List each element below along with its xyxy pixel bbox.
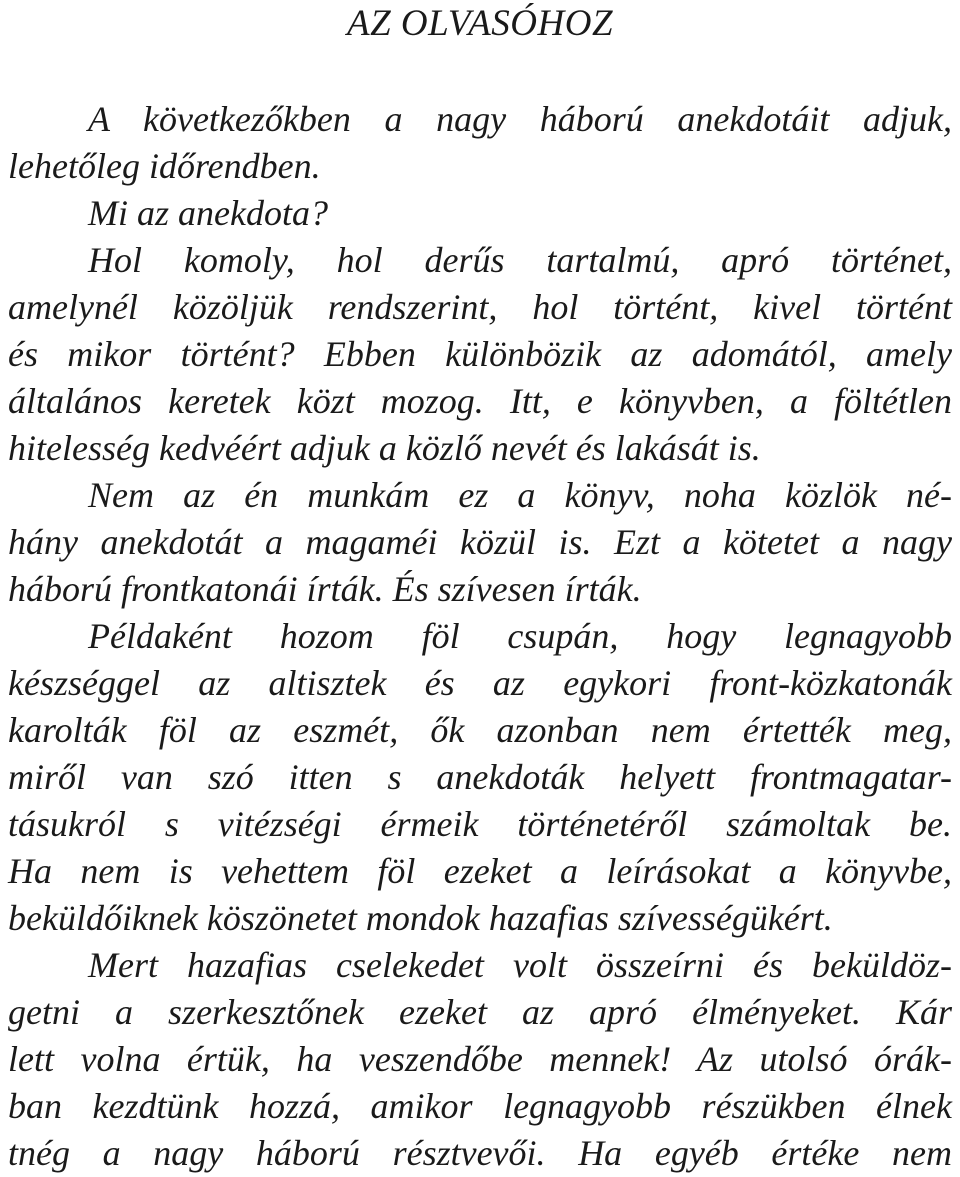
text-line: tnég a nagy háború résztvevői. Ha egyéb értéke nem [8, 1133, 952, 1173]
text-line: Nem az én munkám ez a könyv, noha közlök né- [88, 475, 952, 515]
text-line: miről van szó itten s anekdoták helyett frontmagatar- [8, 757, 952, 797]
text-line: Mert hazafias cselekedet volt összeírni és beküldöz- [88, 945, 952, 985]
text-line: getni a szerkesztőnek ezeket az apró élményeket. Kár [8, 992, 952, 1032]
text-line: ban kezdtünk hozzá, amikor legnagyobb részükben élnek [8, 1086, 952, 1126]
text-line: amelynél közöljük rendszerint, hol történt, kivel történt [8, 287, 952, 327]
text-line: lehetőleg időrendben. [8, 146, 321, 186]
text-line: Mi az anekdota? [88, 193, 328, 233]
text-line: általános keretek közt mozog. Itt, e könyvben, a föltétlen [8, 381, 952, 421]
text-line: hitelesség kedvéért adjuk a közlő nevét és lakását is. [8, 428, 761, 468]
text-line: Példaként hozom föl csupán, hogy legnagyobb [88, 616, 952, 656]
text-line: lett volna értük, ha veszendőbe mennek! Az utolsó órák- [8, 1039, 952, 1079]
text-line: és mikor történt? Ebben különbözik az adomától, amely [8, 334, 952, 374]
text-line: készséggel az altisztek és az egykori front-közkatonák [8, 663, 952, 703]
body-text [8, 96, 952, 1177]
text-line: háború frontkatonái írták. És szívesen írták. [8, 569, 642, 609]
text-line: karolták föl az eszmét, ők azonban nem értették meg, [8, 710, 952, 750]
text-line: beküldőiknek köszönetet mondok hazafias szívességükért. [8, 898, 833, 938]
text-line: A következőkben a nagy háború anekdotáit adjuk, [88, 99, 952, 139]
text-line: Hol komoly, hol derűs tartalmú, apró történet, [88, 240, 952, 280]
text-line: Ha nem is vehettem föl ezeket a leírásokat a könyvbe, [8, 851, 952, 891]
page-title: AZ OLVASÓHOZ [346, 3, 614, 44]
text-line: hány anekdotát a magaméi közül is. Ezt a kötetet a nagy [8, 522, 952, 562]
text-line: tásukról s vitézségi érmeik történetéről számoltak be. [8, 804, 952, 844]
